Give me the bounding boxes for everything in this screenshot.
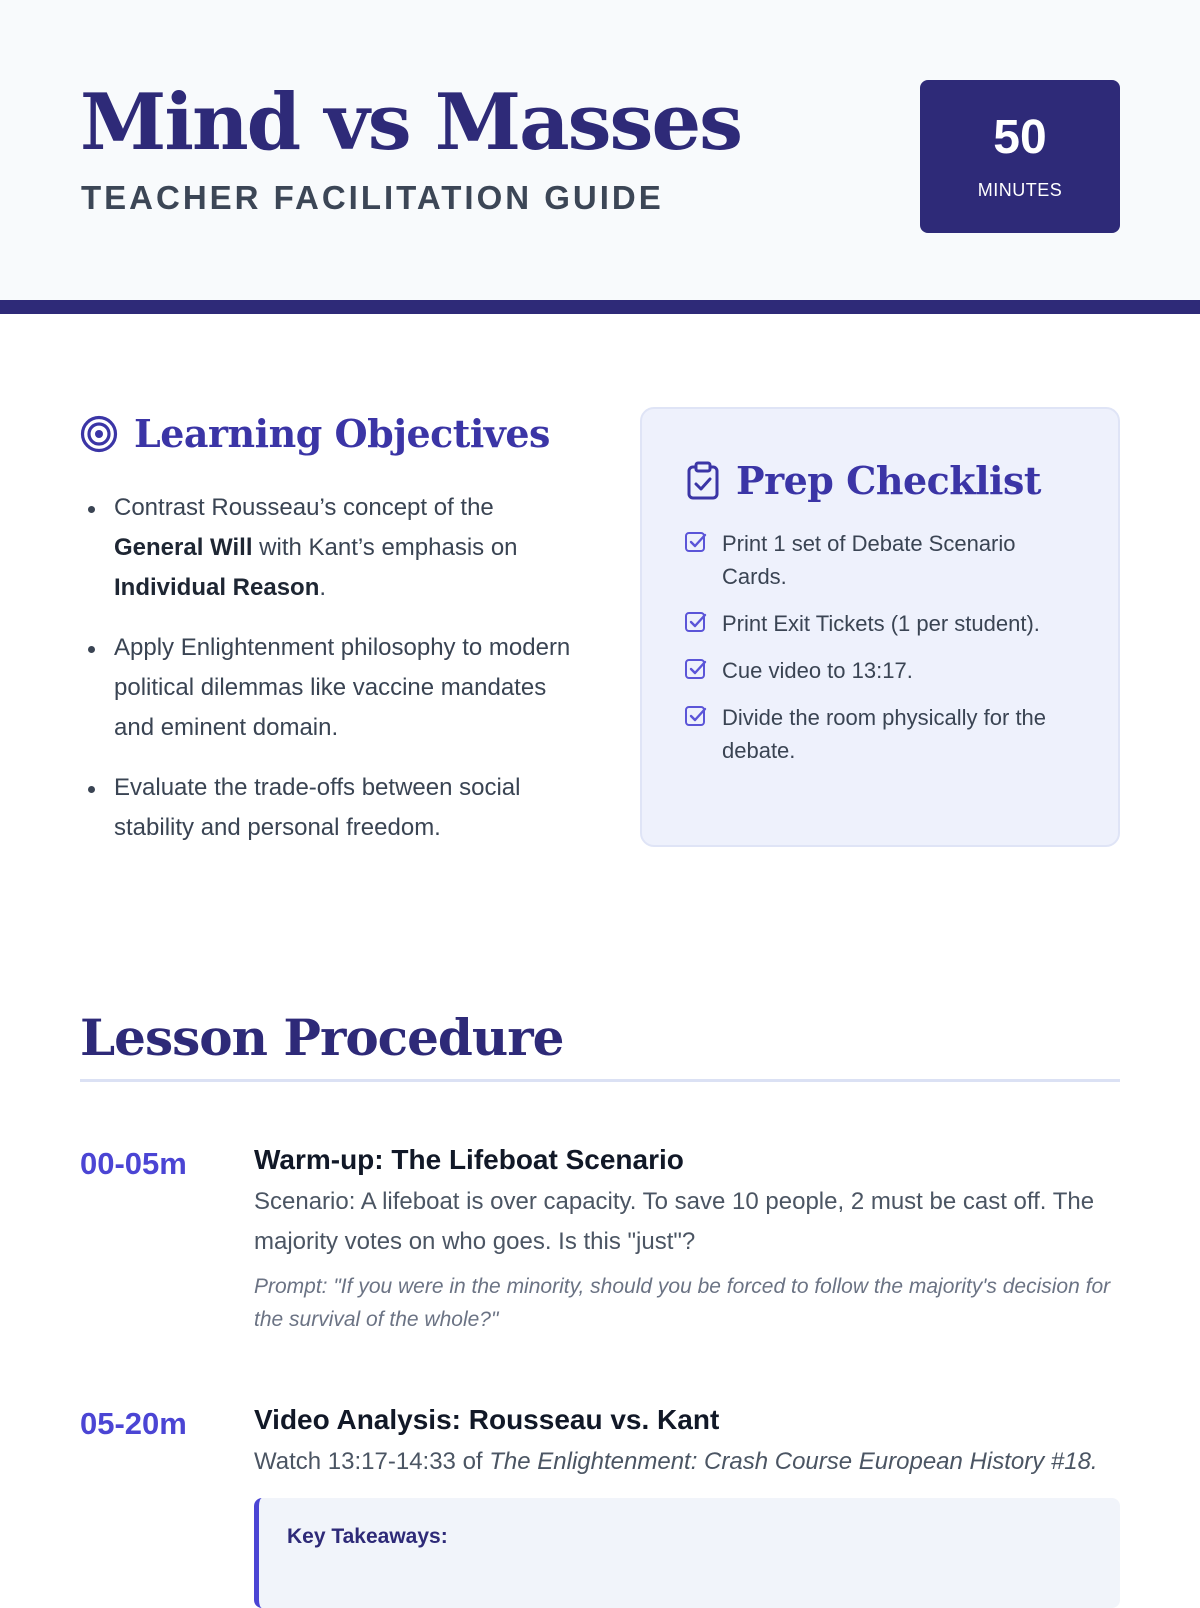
objective-item: Contrast Rousseau’s concept of the General Will with Kant’s emphasis on Individual Reason. (80, 488, 580, 608)
step-time: 00-05m (80, 1146, 187, 1181)
step-prompt: Prompt: "If you were in the minority, should you be forced to follow the majority's decision for the survival of the whole?" (254, 1275, 1111, 1331)
step-description: Watch 13:17-14:33 of The Enlightenment: Crash Course European History #18. (254, 1448, 1098, 1475)
step-body (254, 1400, 1120, 1608)
prep-item (684, 607, 1084, 640)
prep-item (684, 701, 1084, 767)
clipboard-check-icon (686, 461, 720, 501)
procedure-divider (80, 1079, 1120, 1082)
term-individual-reason: Individual Reason (114, 574, 320, 601)
step-time: 05-20m (80, 1406, 187, 1441)
key-takeaways-box (254, 1498, 1120, 1608)
prep-list (684, 527, 1084, 781)
prep-item (684, 527, 1084, 593)
term-general-will: General Will (114, 534, 253, 561)
objectives-heading-row (80, 406, 550, 462)
target-icon (80, 415, 118, 453)
prep-item-label: Cue video to 13:17. (722, 658, 913, 683)
step-description: Scenario: A lifeboat is over capacity. To save 10 people, 2 must be cast off. The majority votes on who goes. Is this "just"? (254, 1188, 1095, 1255)
page-subtitle: TEACHER FACILITATION GUIDE (81, 179, 664, 216)
checkbox-checked-icon (684, 531, 708, 555)
checkbox-checked-icon (684, 658, 708, 682)
duration-badge (920, 80, 1120, 233)
procedure-heading: Lesson Procedure (80, 1008, 564, 1067)
prep-item-label: Print Exit Tickets (1 per student). (722, 611, 1040, 636)
step-title: Video Analysis: Rousseau vs. Kant (254, 1404, 720, 1435)
guide-header (0, 0, 1200, 314)
checkbox-checked-icon (684, 705, 708, 729)
prep-item (684, 654, 1084, 687)
objective-item: Apply Enlightenment philosophy to modern political dilemmas like vaccine mandates and eminent domain. (80, 628, 580, 748)
checkbox-checked-icon (684, 611, 708, 635)
prep-heading-row (686, 453, 1041, 509)
duration-value: 50 (993, 111, 1047, 164)
objectives-list (80, 488, 580, 868)
key-takeaways-label: Key Takeaways: (287, 1525, 448, 1548)
duration-unit: MINUTES (977, 180, 1063, 200)
prep-checklist-panel (640, 407, 1120, 847)
video-title: The Enlightenment: Crash Course European History #18. (489, 1448, 1098, 1475)
objective-item: Evaluate the trade-offs between social stability and personal freedom. (80, 768, 580, 848)
page-title: Mind vs Masses (80, 77, 742, 168)
step-title: Warm-up: The Lifeboat Scenario (254, 1144, 684, 1175)
objectives-heading: Learning Objectives (134, 411, 550, 456)
prep-item-label: Divide the room physically for the debate. (722, 705, 1047, 763)
prep-heading: Prep Checklist (736, 458, 1041, 503)
step-body (254, 1140, 1120, 1336)
prep-item-label: Print 1 set of Debate Scenario Cards. (722, 531, 1016, 589)
